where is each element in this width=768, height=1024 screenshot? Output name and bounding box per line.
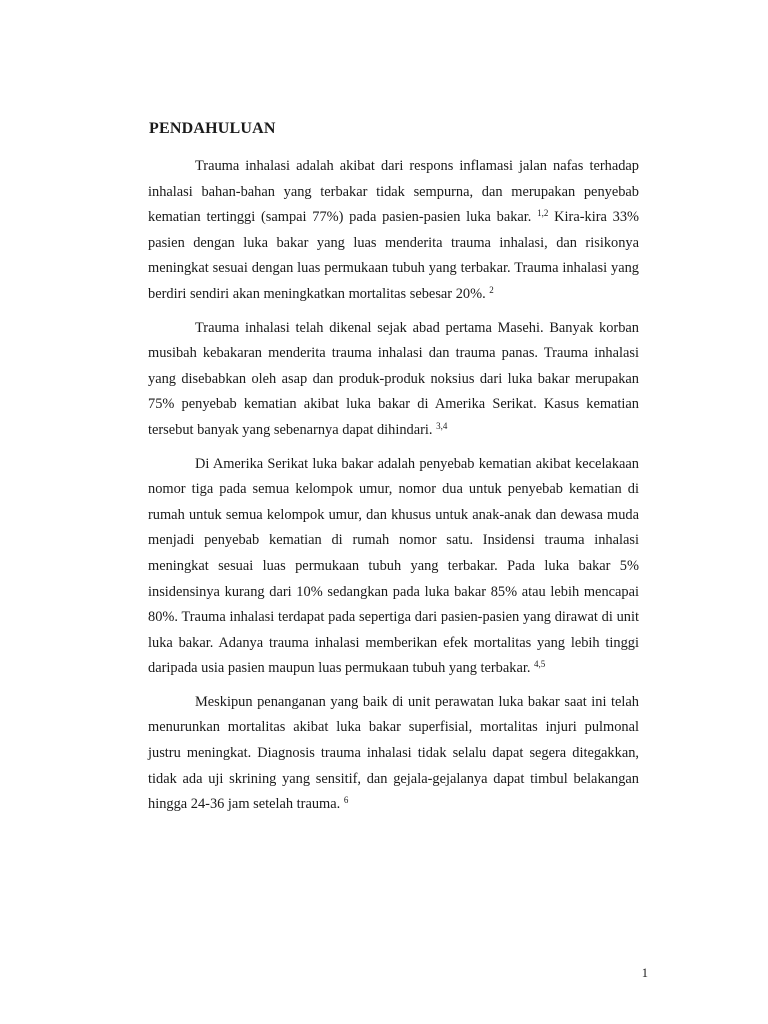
citation-ref: 3,4 <box>436 420 448 431</box>
citation-ref: 1,2 <box>537 208 549 219</box>
paragraph-text: Kira-kira 33% pasien dengan luka bakar yang luas menderita trauma inhalasi, dan risikonya meningkat sesuai dengan luas permukaan tubuh yang terbakar. Trauma inhalasi yang berdiri sendiri akan meningkatkan mortalitas sebesar 20%. <box>148 209 640 302</box>
paragraph-3 <box>148 452 639 682</box>
paragraph-4 <box>148 690 639 818</box>
citation-ref: 6 <box>343 795 349 806</box>
citation-ref: 4,5 <box>534 659 546 670</box>
citation-ref: 2 <box>489 284 494 295</box>
page-number: 1 <box>641 966 648 980</box>
paragraph-text: Di Amerika Serikat luka bakar adalah penyebab kematian akibat kecelakaan nomor tiga pada semua kelompok umur, nomor dua untuk penyebab kematian di rumah untuk semua kelompok umur, dan khusus untuk anak-anak dan dewasa muda menjadi penyebab kematian di rumah nomor satu. Insidensi trauma inhalasi meningkat sesuai luas permukaan tubuh yang terbakar. Pada luka bakar 5% insidensinya kurang dari 10% sedangkan pada luka bakar 85% atau lebih mencapai 80%. Trauma inhalasi terdapat pada sepertiga dari pasien-pasien yang dirawat di unit luka bakar. Adanya trauma inhalasi memberikan efek mortalitas yang lebih tinggi daripada usia pasien maupun luas permukaan tubuh yang terbakar. <box>148 455 639 677</box>
paragraph-text: Trauma inhalasi telah dikenal sejak abad pertama Masehi. Banyak korban musibah kebakaran menderita trauma inhalasi dan trauma panas. Trauma inhalasi yang disebabkan oleh asap dan produk-produk noksius dari luka bakar merupakan 75% penyebab kematian akibat luka bakar di Amerika Serikat. Kasus kematian tersebut banyak yang sebenarnya dapat dihindari. <box>148 319 639 438</box>
paragraph-text: Meskipun penanganan yang baik di unit perawatan luka bakar saat ini telah menurunkan mortalitas akibat luka bakar superfisial, mortalitas injuri pulmonal justru meningkat. Diagnosis trauma inhalasi tidak selalu dapat segera ditegakkan, tidak ada uji skrining yang sensitif, dan gejala-gejalanya dapat timbul belakangan hingga 24-36 jam setelah trauma. <box>148 693 639 813</box>
paragraph-1 <box>148 154 639 308</box>
paragraph-2 <box>148 316 639 444</box>
section-heading: PENDAHULUAN <box>149 120 276 137</box>
body-text <box>148 154 639 826</box>
paragraph-text: Trauma inhalasi adalah akibat dari respons inflamasi jalan nafas terhadap inhalasi bahan-bahan yang terbakar tidak sempurna, dan merupakan penyebab kematian tertinggi (sampai 77%) pada pasien-pasien luka bakar. <box>148 158 639 226</box>
